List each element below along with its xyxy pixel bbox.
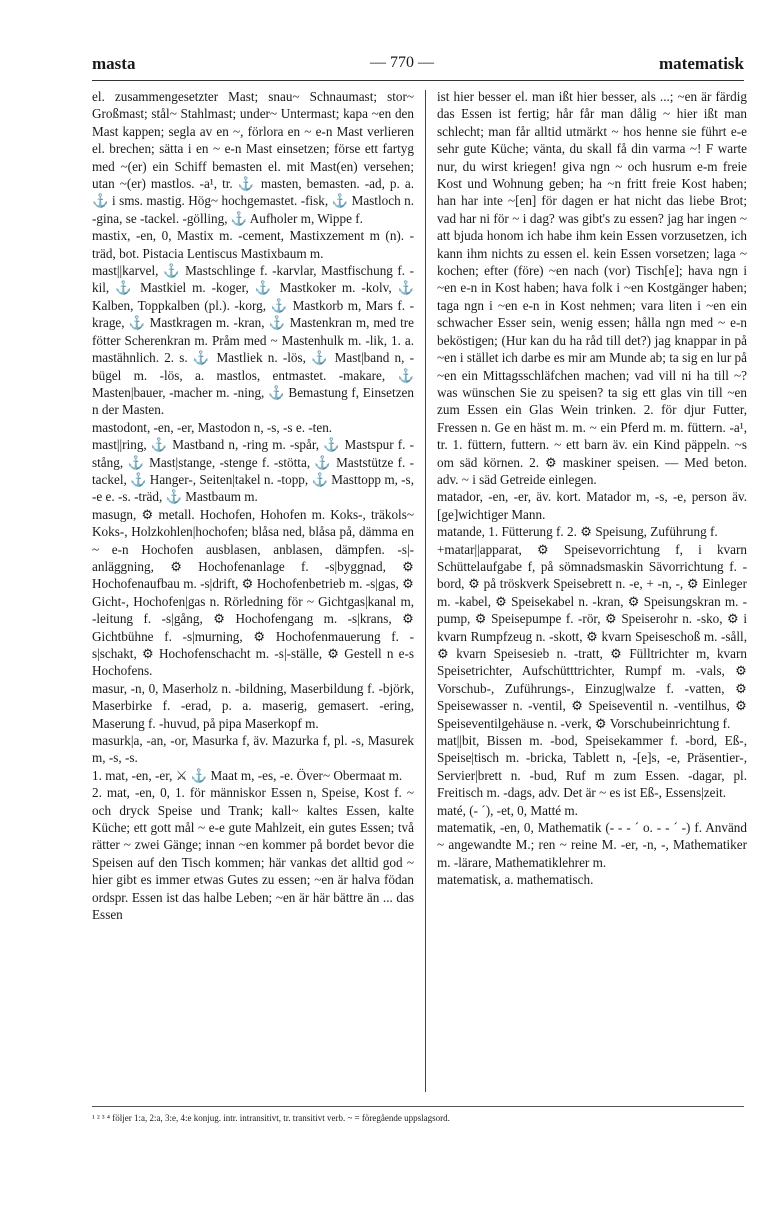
entry: ist hier besser el. man ißt hier besser, als ...; ~en är färdig das Essen ist fertig; hår får man dålig ~ hier ißt man schlecht; man får alltid utmärkt ~ hos henne sie führt e-e sehr gute Küche; vänta, du skall få din varma ~! F warte nur, du wirst kriegen! giva ngn ~ och husrum e-m freie Kost und Wohnung geben; ha ~n fritt freie Kost haben; han har inte ~[en] för dagen er hat nicht das liebe Brot; vad har ni för ~ i dag? was gibt's zu essen? jag har ingen ~ att bjuda honom ich habe ihm kein Essen vorzusetzen, ich kann ihm nichts zu essen el. kein Essen vorsetzen; laga ~ kochen; efter (före) ~en nach (vor) Tisch[e]; hava ngn i ~en e-n in Kost haben; hava folk i ~en Kostgänger haben; taga ngn i ~en e-n in Kost nehmen; vara liten i ~en ein schwacher Esser sein, wenig essen; hålla ngn med ~ e-n beköstigen; (Hur kan du ha råd till det?) jag knappar in på ~en i stället ich darbe es mir am Munde ab; ta sig en lur på ~en ein Mittagsschläfchen machen; vad vill ni ha till ~? was wünschen Sie zu speisen? ta sig ett glas vin till ~en zum Essen ein Glas Wein trinken. 2. för djur Futter, Fressen n. Ge en häst m. m. ~ ein Pferd m. m. füttern. -a¹, tr. 1. füttern, futtern. ~ ett barn äv. ein Kind päppeln. ~s om säd körnen. 2. ⚙ maskiner speisen. — Med beton. adv. ~ i säd Getreide einlegen. bbox=[437, 89, 747, 487]
entry: mastodont, -en, -er, Mastodon n, -s, -s e. -ten. bbox=[92, 419, 333, 435]
entry: mat||bit, Bissen m. -bod, Speisekammer f. -bord, Eß-, Speise|tisch m. -bricka, Tablett n, -[e]s, -e, Präsentier-, Servier|brett n. -bud, Ruf m zum Essen. -dagar, pl. Freitisch m. -dags, adv. Det är ~ es ist Eß-, Essens|zeit. bbox=[437, 733, 747, 801]
entry: 1. mat, -en, -er, ⚔ ⚓ Maat m, -es, -e. Över~ Obermaat m. bbox=[92, 767, 403, 783]
abbreviation-footer: ¹ ² ³ ⁴ följer 1:a, 2:a, 3:e, 4:e konjug. intr. intransitivt, tr. transitivt verb. ~ = föregående uppslagsord. bbox=[92, 1113, 450, 1123]
entry: masurk|a, -an, -or, Masurka f, äv. Mazurka f, pl. -s, Masurek m, -s, -s. bbox=[92, 733, 414, 766]
entry: maté, (- ´), -et, 0, Matté m. bbox=[437, 802, 578, 818]
entry: 2. mat, -en, 0, 1. för människor Essen n, Speise, Kost f. ~ och dryck Speise und Trank; kall~ kaltes Essen, kalte Küche; ett gott mål ~ e-e gute Mahlzeit, ein gutes Essen; två rätter ~ zwei Gänge; innan ~en kommer på bordet bevor die Speisen auf den Tisch kommen; här vankas det alltid god ~ hier gibt es immer etwas Gutes zu essen; ~en är halva födan ordspr. Essen ist das halbe Leben; ~en är här bättre än ... das Essen bbox=[92, 785, 414, 923]
header-rule bbox=[92, 80, 744, 81]
right-guide-word: matematisk bbox=[659, 54, 744, 73]
entry: +matar||apparat, ⚙ Speisevorrichtung f, i kvarn Schüttelaufgabe f, på sömnadsmaskin Sävorrichtung f. -bord, ⚙ på tröskverk Speisebrett n. -e, + -n, -, ⚙ Einleger m. -kabel, ⚙ Speisekabel n. -kran, ⚙ Speisungskran m. -pump, ⚙ Speisepumpe f. -rör, ⚙ Speiserohr n. -sko, ⚙ i kvarn Rumpfzeug n. -skott, ⚙ kvarn Speiseschoß m. -såll, ⚙ kvarn Speisesieb n. -tratt, ⚙ Fülltrichter m, kvarn Speisetrichter, Aufschütttrichter, Rumpf m. -vals, ⚙ Vorschub-, Zuführungs-, Einzug|walze f. -vatten, ⚙ Speisewasser n. -ventil, ⚙ Speiseventil n. -ventilhus, ⚙ Speiseventilgehäuse n. -verk, ⚙ Vorschubeinrichtung f. bbox=[437, 541, 747, 731]
footer-rule bbox=[92, 1106, 744, 1107]
page-number: — 770 — bbox=[370, 54, 434, 71]
entry: matematik, -en, 0, Mathematik (- - - ´ o. - - ´ -) f. Använd ~ angewandte M.; ren ~ reine M. -er, -n, -, Mathematiker m. -lärare, Mathematiklehrer m. bbox=[437, 820, 747, 870]
left-guide-word: masta bbox=[92, 54, 136, 73]
entry: masur, -n, 0, Maserholz n. -bildning, Maserbildung f. -björk, Maserbirke f. -erad, p. a. maserig, gemasert. -ering, Maserung f. -huvud, på pipa Maserkopf m. bbox=[92, 680, 414, 731]
entry: matador, -en, -er, äv. kort. Matador m, -s, -e, person äv. [ge]wichtiger Mann. bbox=[437, 489, 747, 522]
entry: mast||ring, ⚓ Mastband n, -ring m. -spår, ⚓ Mastspur f. -stång, ⚓ Mast|stange, -stenge f. -stötta, ⚓ Maststütze f. -tackel, ⚓ Hanger-, Seiten|takel n. -topp, ⚓ Masttopp m, -s, -e e. -s. -träd, ⚓ Mastbaum m. bbox=[92, 437, 414, 505]
entry: mastix, -en, 0, Mastix m. -cement, Mastixzement m (n). -träd, bot. Pistacia Lentiscus Mastixbaum m. bbox=[92, 228, 414, 261]
entry: matematisk, a. mathematisch. bbox=[437, 872, 594, 888]
left-column bbox=[92, 88, 414, 1094]
entry: matande, 1. Fütterung f. 2. ⚙ Speisung, Zuführung f. bbox=[437, 524, 718, 540]
entry: masugn, ⚙ metall. Hochofen, Hohofen m. Koks-, träkols~ Koks-, Holzkohlen|hochofen; blåsa ned, blåsa på, dämma en ~ e-n Hochofen ausblasen, anblasen, dämpfen. -s|-anläggning, ⚙ Hochofenanlage f. -s|byggnad, ⚙ Hochofenaufbau m. -s|drift, ⚙ Hochofenbetrieb m. -s|gas, ⚙ Gicht-, Hochofen|gas n. Rörledning för ~ Gichtgas|kanal m, -leitung f. -s|gång, ⚙ Hochofengang m. -s|krans, ⚙ Gichtbühne f. -s|murning, ⚙ Hochofenmauerung f. -s|schakt, ⚙ Hochofenschacht m. -s|-ställe, ⚙ Gestell n e-s Hochofens. bbox=[92, 506, 414, 679]
column-divider bbox=[425, 90, 426, 1092]
right-column bbox=[437, 88, 747, 1094]
entry: mast||karvel, ⚓ Mastschlinge f. -karvlar, Mastfischung f. -kil, ⚓ Mastkiel m. -koger, ⚓ Mastkoker m. -kolv, ⚓ Kalben, Toppkalben (pl.). -korg, ⚓ Mastkorb m, Mars f. -krage, ⚓ Mastkragen m. -kran, ⚓ Mastenkran m, med tre fötter Scherenkran m. Pråm med ~ Mastenhulk m. -lik, 1. a. mastähnlich. 2. s. ⚓ Mastliek n. -lös, ⚓ Mast|band n, -bügel m. -lös, a. mastlos, entmastet. -makare, ⚓ Masten|bauer, -macher m. -ning, ⚓ Bemastung f, Einsetzen n der Masten. bbox=[92, 263, 414, 418]
entry: el. zusammengesetzter Mast; snau~ Schnaumast; stor~ Großmast; stål~ Stahlmast; under~ Untermast; kapa ~en den Mast kappen; segla av en ~, förlora en ~ e-n Mast verlieren el. brechen; sätta i en ~ e-n Mast einsetzen; förse ett fartyg med ~(er) ein Schiff bemasten el. mit Mast(en) versehen; utan ~(er) mastlos. -a¹, tr. ⚓ masten, bemasten. -ad, p. a. ⚓ i sms. mastig. Hög~ hochgemastet. -fisk, ⚓ Mastloch n. -gina, se -tackel. -gölling, ⚓ Aufholer m, Wippe f. bbox=[92, 89, 414, 226]
